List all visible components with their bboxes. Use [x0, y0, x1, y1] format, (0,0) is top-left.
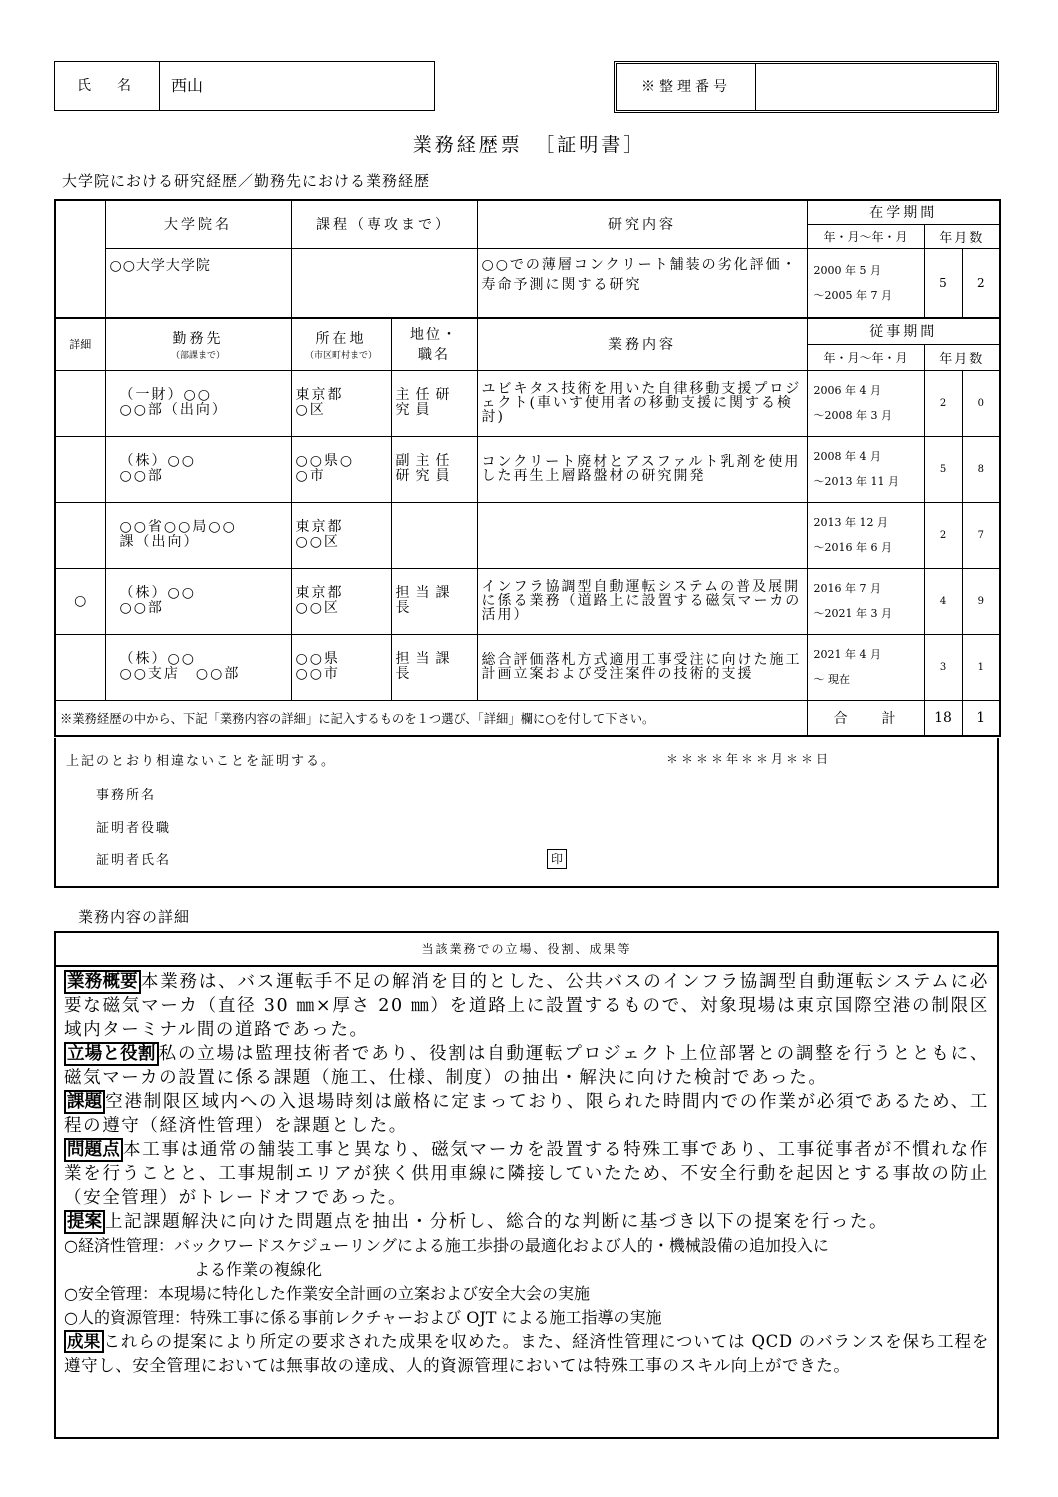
page-title: 業務経歴票 ［証明書］ [412, 134, 646, 156]
row-position-1: 主任研 [395, 387, 456, 403]
row-location-1: 東京都 [295, 387, 344, 403]
problem-paragraph [64, 1138, 989, 1210]
row-duty: コンクリート廃材とアスファルト乳剤を使用した再生上層路盤材の研究開発 [477, 436, 807, 502]
item1-text-b: よる作業の複線化 [194, 1260, 323, 1279]
table-row [55, 436, 1000, 502]
row-position-2: 長 [395, 600, 416, 616]
result-tag: 成果 [64, 1330, 104, 1353]
row-location-2: ○市 [295, 468, 326, 484]
row-location-1: ○○県 [295, 651, 340, 667]
row-end: 〜2013 年 11 月 [813, 475, 899, 488]
row-months: 0 [962, 370, 1000, 436]
row-start: 2006 年 4 月 [813, 384, 881, 397]
row-start: 2013 年 12 月 [813, 516, 888, 529]
row-mark [55, 370, 105, 436]
role-paragraph [64, 1042, 989, 1090]
row-location-1: 東京都 [295, 519, 344, 535]
row-employer-1: （一財）○○ [119, 387, 212, 403]
row-end: 〜 現在 [813, 673, 850, 686]
table-row [55, 568, 1000, 634]
row-mark: ○ [55, 568, 105, 634]
row-employer-1: （株）○○ [119, 453, 196, 469]
reference-number-label: ※整理番号 [617, 64, 756, 110]
problem-text: 本工事は通常の舗装工事と異なり、磁気マーカを設置する特殊工事であり、工事従事者が不慣れな作業を行うことと、工事規制エリアが狭く供用車線に隣接していたため、不安全行動を起因とする事故の防止（安全管理）がトレードオフであった。 [64, 1140, 989, 1208]
result-text: これらの提案により所定の要求された成果を収めた。また、経済性管理については QCD のバランスを保ち工程を遵守し、安全管理においては無事故の達成、人的資源管理においては特殊工事のスキル向上ができた。 [64, 1332, 989, 1375]
row-location-2: ○○区 [295, 534, 340, 550]
result-paragraph [64, 1330, 989, 1378]
proposal-paragraph [64, 1210, 989, 1234]
col-location-note: （市区町村まで） [304, 350, 377, 361]
row-employer-2: 課（出向） [119, 534, 200, 550]
col-employer-note: （部課まで） [170, 350, 225, 361]
issue-tag: 課題 [64, 1090, 105, 1114]
row-employer-2: ○○部 [119, 600, 164, 616]
grad-end: 〜2005 年 7 月 [813, 288, 892, 302]
row-employer-2: ○○部 [119, 468, 164, 484]
row-location-1: 東京都 [295, 585, 344, 601]
grad-dates [807, 248, 924, 318]
col-position-line2: 職名 [418, 347, 450, 364]
problem-tag: 問題点 [64, 1138, 123, 1162]
row-employer-1: ○○省○○局○○ [119, 519, 237, 535]
row-mark [55, 436, 105, 502]
table-row [55, 370, 1000, 436]
row-location-2: ○区 [295, 402, 326, 418]
col-detail: 詳細 [55, 318, 105, 370]
col-study-years: 年月数 [924, 224, 1000, 248]
table-row [55, 634, 1000, 700]
col-location [291, 318, 391, 370]
item1-label: ○経済性管理： [64, 1236, 174, 1255]
seal-mark: 印 [547, 849, 567, 869]
col-course: 課程（専攻まで） [291, 200, 477, 248]
issue-paragraph [64, 1090, 989, 1138]
col-location-label: 所在地 [315, 330, 367, 347]
row-employer-2: ○○部（出向） [119, 402, 228, 418]
total-years: 18 [924, 700, 962, 736]
row-position-1: 担当課 [395, 585, 456, 601]
row-mark [55, 502, 105, 568]
row-end: 〜2008 年 3 月 [813, 409, 892, 422]
name-value: 西山 [171, 76, 204, 95]
row-position-2: 長 [395, 666, 416, 682]
details-section-title: 業務内容の詳細 [78, 908, 191, 926]
proposal-item-1 [64, 1234, 989, 1258]
col-study-range: 年・月〜年・月 [807, 224, 924, 248]
row-start: 2021 年 4 月 [813, 648, 881, 661]
proposal-text: 上記課題解決に向けた問題点を抽出・分析し、総合的な判断に基づき以下の提案を行った。 [105, 1212, 889, 1232]
row-end: 〜2021 年 3 月 [813, 607, 892, 620]
detail-blank-cell [55, 200, 105, 318]
proposal-item-3: ○人的資源管理：特殊工事に係る事前レクチャーおよび OJT による施工指導の実施 [64, 1308, 662, 1327]
row-position-2: 研究員 [395, 468, 456, 484]
row-months: 9 [962, 568, 1000, 634]
certifier-title-label: 証明者役職 [96, 821, 172, 836]
row-position-1: 副主任 [395, 453, 456, 469]
office-name-label: 事務所名 [96, 788, 157, 803]
item1-text-a: バックワードスケジューリングによる施工歩掛の最適化および人的・機械設備の追加投入に [173, 1236, 829, 1255]
row-end: 〜2016 年 6 月 [813, 541, 892, 554]
row-years: 2 [924, 370, 962, 436]
overview-tag: 業務概要 [64, 970, 141, 994]
issue-text: 空港制限区域内への入退場時刻は厳格に定まっており、限られた時間内での作業が必須であるため、工程の遵守（経済性管理）を課題とした。 [64, 1092, 989, 1136]
certifier-name-label: 証明者氏名 [96, 853, 172, 868]
overview-text: 本業務は、バス運転手不足の解消を目的とした、公共バスのインフラ協調型自動運転システムに必要な磁気マーカ（直径 30 ㎜×厚さ 20 ㎜）を道路上に設置するもので、対象現場は東京国際空港の制限区域内ターミナル間の道路であった。 [64, 972, 990, 1040]
row-location-2: ○○市 [295, 666, 340, 682]
certification-box [54, 738, 999, 888]
col-research: 研究内容 [477, 200, 807, 248]
proposal-item-2: ○安全管理：本現場に特化した作業安全計画の立案および安全大会の実施 [64, 1284, 590, 1303]
row-position-2: 究員 [395, 402, 436, 418]
col-position [391, 318, 477, 370]
row-start: 2016 年 7 月 [813, 582, 881, 595]
col-study-period: 在学期間 [807, 200, 1000, 224]
table-row [55, 502, 1000, 568]
name-box [54, 61, 435, 111]
total-label: 合 計 [807, 700, 924, 736]
grad-school: ○○大学大学院 [105, 248, 291, 318]
col-school: 大学院名 [105, 200, 291, 248]
certify-statement: 上記のとおり相違ないことを証明する。 [66, 754, 337, 769]
row-employer-1: （株）○○ [119, 651, 196, 667]
total-months: 1 [962, 700, 1000, 736]
reference-number-box [614, 61, 999, 113]
details-body [56, 967, 997, 1378]
row-duty [477, 502, 807, 568]
row-years: 3 [924, 634, 962, 700]
section-subtitle: 大学院における研究経歴／勤務先における業務経歴 [62, 172, 431, 190]
col-work-years: 年月数 [924, 344, 1000, 370]
row-duty: 総合評価落札方式適用工事受注に向けた施工計画立案および受注案件の技術的支援 [477, 634, 807, 700]
grad-research: ○○での薄層コンクリート舗装の劣化評価・寿命予測に関する研究 [477, 248, 807, 318]
row-years: 2 [924, 502, 962, 568]
col-duty: 業務内容 [477, 318, 807, 370]
proposal-tag: 提案 [64, 1210, 105, 1234]
grad-months: 2 [962, 248, 1000, 318]
col-work-period: 従事期間 [807, 318, 1000, 344]
row-location-1: ○○県○ [295, 453, 355, 469]
row-years: 5 [924, 436, 962, 502]
details-header: 当該業務での立場、役割、成果等 [56, 933, 997, 967]
row-employer-1: （株）○○ [119, 585, 196, 601]
row-months: 8 [962, 436, 1000, 502]
grad-start: 2000 年 5 月 [813, 263, 881, 277]
row-start: 2008 年 4 月 [813, 450, 881, 463]
col-position-line1: 地位・ [410, 327, 458, 344]
grad-years: 5 [924, 248, 962, 318]
row-mark [55, 634, 105, 700]
row-location-2: ○○区 [295, 600, 340, 616]
role-text: 私の立場は監理技術者であり、役割は自動運転プロジェクト上位部署との調整を行うとともに、磁気マーカの設置に係る課題（施工、仕様、制度）の抽出・解決に向けた検討であった。 [64, 1044, 989, 1088]
grad-course [291, 248, 477, 318]
row-duty: インフラ協調型自動運転システムの普及展開に係る業務（道路上に設置する磁気マーカの活用） [477, 568, 807, 634]
row-months: 7 [962, 502, 1000, 568]
overview-paragraph [64, 970, 989, 1042]
row-years: 4 [924, 568, 962, 634]
row-months: 1 [962, 634, 1000, 700]
col-employer [105, 318, 291, 370]
col-work-range: 年・月〜年・月 [807, 344, 924, 370]
career-table [54, 199, 1001, 737]
details-box [54, 931, 999, 1439]
col-employer-label: 勤務先 [172, 330, 224, 347]
selection-note: ※業務経歴の中から、下記「業務内容の詳細」に記入するものを１つ選び、「詳細」欄に○を付して下さい。 [55, 700, 807, 736]
role-tag: 立場と役割 [64, 1042, 159, 1066]
certify-date: ＊＊＊＊年＊＊月＊＊日 [666, 752, 832, 766]
row-duty: ユビキタス技術を用いた自律移動支援プロジェクト(車いす使用者の移動支援に関する検討) [477, 370, 807, 436]
name-label: 氏 名 [55, 62, 160, 110]
row-employer-2: ○○支店 ○○部 [119, 666, 241, 682]
row-position-1: 担当課 [395, 651, 456, 667]
